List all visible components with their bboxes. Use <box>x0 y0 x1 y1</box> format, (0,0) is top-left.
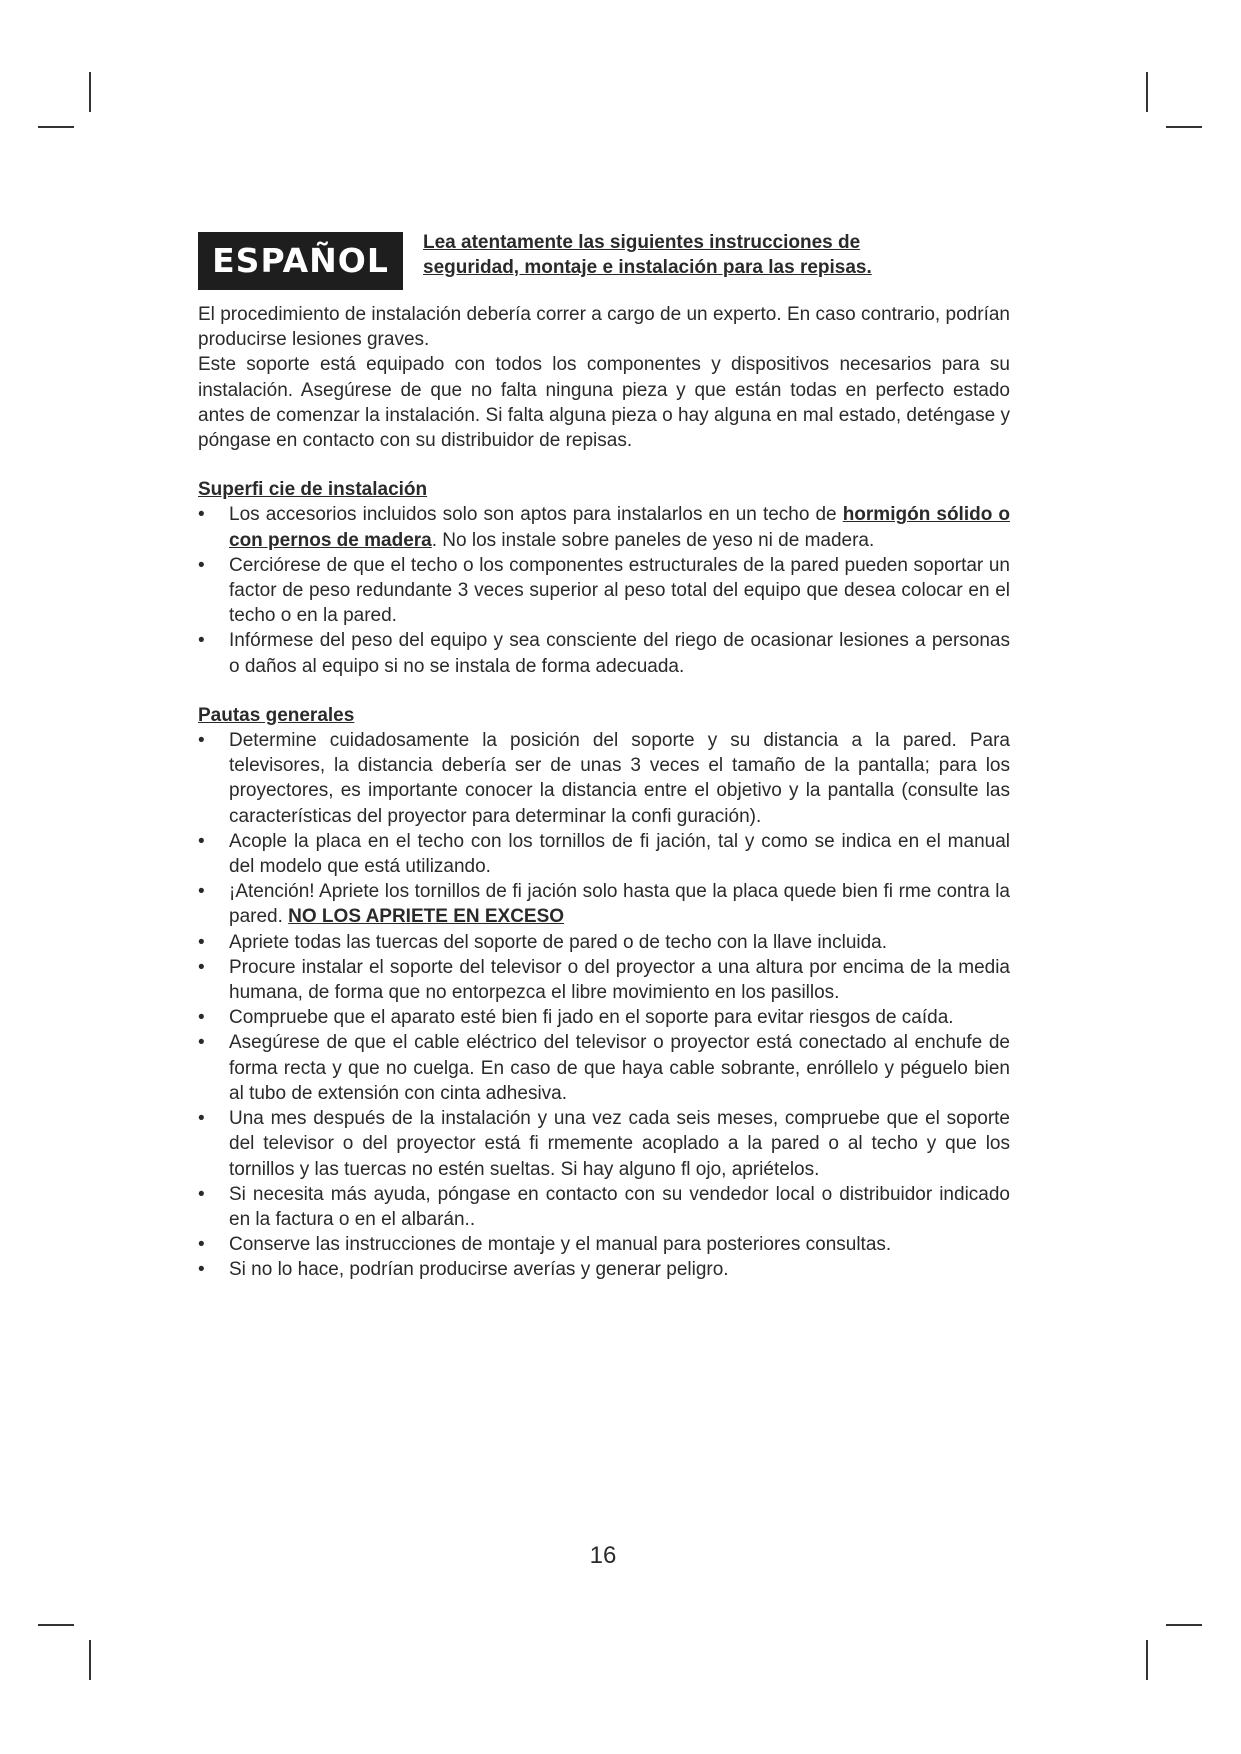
list-item <box>198 1030 1010 1106</box>
crop-mark-top-left-vertical <box>89 72 91 112</box>
list-item-text: Infórmese del peso del equipo y sea consciente del riego de ocasionar lesiones a personas o daños al equipo si no se instala de forma adecuada. <box>229 630 1010 677</box>
list-item <box>198 553 1010 629</box>
list-item <box>198 1005 1010 1030</box>
list-item-text: ¡Atención! Apriete los tornillos de fi jación solo hasta que la placa quede bien fi rme contra la pared. <box>229 881 1010 928</box>
list-item <box>198 930 1010 955</box>
list-item-text: Procure instalar el soporte del televisor o del proyector a una altura por encima de la media humana, de forma que no entorpezca el libre movimiento en los pasillos. <box>229 956 1010 1004</box>
section-title-superficie: Superfi cie de instalación <box>198 479 428 501</box>
intro <box>198 302 1010 453</box>
superficie-list <box>198 502 1010 678</box>
list-item <box>198 1106 1010 1182</box>
list-item-text: Acople la placa en el techo con los tornillos de fi jación, tal y como se indica en el manual del modelo que está utilizando. <box>229 830 1010 878</box>
crop-mark-top-right-vertical <box>1146 72 1148 112</box>
list-item <box>198 829 1010 879</box>
list-item-emphasis: hormigón sólido o con pernos de madera <box>229 504 1010 551</box>
bullet-icon: • <box>198 504 205 526</box>
list-item-text: Apriete todas las tuercas del soporte de pared o de techo con la llave incluida. <box>229 931 888 953</box>
list-item-emphasis: NO LOS APRIETE EN EXCESO <box>288 906 565 928</box>
list-item-text: Cerciórese de que el techo o los componentes estructurales de la pared pueden soportar un factor de peso redundante 3 veces superior al peso total del equipo que desea colocar en el techo o en la pared. <box>229 554 1010 627</box>
bullet-icon: • <box>198 730 205 752</box>
bullet-icon: • <box>198 554 205 576</box>
main-content <box>198 232 1010 1283</box>
intro-paragraph-1: El procedimiento de instalación debería correr a cargo de un experto. En caso contrario, podrían producirse lesiones graves. <box>198 304 1010 351</box>
bullet-icon: • <box>198 1108 205 1130</box>
section-superficie <box>198 477 1010 679</box>
list-item <box>198 502 1010 552</box>
bullet-icon: • <box>198 830 205 852</box>
section-pautas <box>198 703 1010 1283</box>
list-item <box>198 955 1010 1005</box>
list-item <box>198 1232 1010 1257</box>
list-item-text: Compruebe que el aparato esté bien fi jado en el soporte para evitar riesgos de caída. <box>229 1007 954 1029</box>
crop-mark-top-left-horizontal <box>38 126 74 128</box>
list-item-text: Si necesita más ayuda, póngase en contacto con su vendedor local o distribuidor indicado en la factura o en el albarán.. <box>229 1183 1010 1230</box>
list-item <box>198 879 1010 929</box>
bullet-icon: • <box>198 1032 205 1054</box>
list-item-text: Conserve las instrucciones de montaje y el manual para posteriores consultas. <box>229 1234 892 1256</box>
list-item-text: Asegúrese de que el cable eléctrico del televisor o proyector está conectado al enchufe de forma recta y que no cuelga. En caso de que haya cable sobrante, enróllelo y péguelo bien al tubo de extensión con cinta adhesiva. <box>229 1032 1010 1104</box>
bullet-icon: • <box>198 1007 205 1029</box>
section-title-pautas: Pautas generales <box>198 704 355 726</box>
crop-mark-bottom-right-vertical <box>1146 1640 1148 1680</box>
bullet-icon: • <box>198 931 205 953</box>
bullet-icon: • <box>198 630 205 652</box>
crop-mark-top-right-horizontal <box>1166 126 1202 128</box>
crop-mark-bottom-left-horizontal <box>38 1624 74 1626</box>
intro-paragraph-2: Este soporte está equipado con todos los componentes y dispositivos necesarios para su instalación. Asegúrese de que no falta ninguna pieza y que están todas en perfecto estado antes de comenzar la instalación. Si falta alguna pieza o hay alguna en mal estado, deténgase y póngase en contacto con su distribuidor de repisas. <box>198 354 1010 452</box>
header <box>198 232 1010 290</box>
bullet-icon: • <box>198 881 205 903</box>
list-item-text: Los accesorios incluidos solo son aptos para instalarlos en un techo de <box>229 504 843 526</box>
list-item-text: . No los instale sobre paneles de yeso ni de madera. <box>431 529 875 551</box>
list-item-text: Si no lo hace, podrían producirse averías y generar peligro. <box>229 1259 729 1281</box>
list-item <box>198 1257 1010 1282</box>
crop-mark-bottom-left-vertical <box>89 1640 91 1680</box>
list-item <box>198 728 1010 829</box>
crop-mark-bottom-right-horizontal <box>1166 1624 1202 1626</box>
pautas-list <box>198 728 1010 1282</box>
header-title: Lea atentamente las siguientes instrucciones de seguridad, montaje e instalación para las repisas. <box>423 232 872 278</box>
list-item-text: Una mes después de la instalación y una vez cada seis meses, compruebe que el soporte del televisor o del proyector está fi rmemente acoplado a la pared o al techo y que los tornillos y las tuercas no estén sueltas. Si hay alguno fl ojo, apriételos. <box>229 1108 1010 1180</box>
bullet-icon: • <box>198 1259 205 1281</box>
list-item <box>198 628 1010 678</box>
language-badge: ESPAÑOL <box>198 232 403 290</box>
list-item <box>198 1182 1010 1232</box>
bullet-icon: • <box>198 1183 205 1205</box>
bullet-icon: • <box>198 1234 205 1256</box>
list-item-text: Determine cuidadosamente la posición del soporte y su distancia a la pared. Para televisores, la distancia debería ser de unas 3 veces el tamaño de la pantalla; para los proyectores, es importante conocer la distancia entre el objetivo y la pantalla (consulte las características del proyector para determinar la confi guración). <box>229 730 1010 827</box>
page-number: 16 <box>589 1542 617 1569</box>
bullet-icon: • <box>198 956 205 978</box>
